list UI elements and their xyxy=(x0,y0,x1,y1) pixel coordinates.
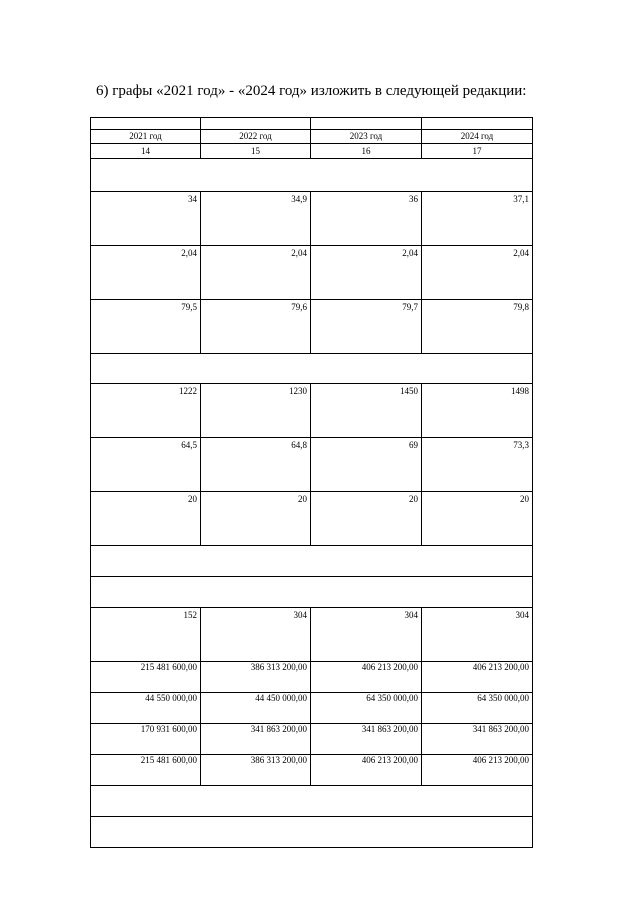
intro-paragraph: 6) графы «2021 год» - «2024 год» изложить в следующей редакции: xyxy=(96,83,527,99)
money-cell: 215 481 600,00 xyxy=(91,755,201,786)
value-cell: 79,8 xyxy=(422,300,533,354)
value-cell: 304 xyxy=(422,608,533,662)
section-cell xyxy=(91,786,533,817)
column-number: 17 xyxy=(422,144,533,159)
table-row xyxy=(91,246,533,300)
money-cell: 341 863 200,00 xyxy=(311,724,422,755)
value-cell: 79,7 xyxy=(311,300,422,354)
section-cell xyxy=(91,817,533,848)
value-cell: 304 xyxy=(201,608,311,662)
year-header-2022: 2022 год xyxy=(201,130,311,144)
value-cell: 1230 xyxy=(201,384,311,438)
value-cell: 20 xyxy=(311,492,422,546)
value-cell: 64,8 xyxy=(201,438,311,492)
column-number: 15 xyxy=(201,144,311,159)
value-cell: 1222 xyxy=(91,384,201,438)
table-row xyxy=(91,438,533,492)
table-row xyxy=(91,192,533,246)
value-cell: 34,9 xyxy=(201,192,311,246)
value-cell: 20 xyxy=(201,492,311,546)
section-cell xyxy=(91,546,533,577)
table-row xyxy=(91,724,533,755)
table-row xyxy=(91,492,533,546)
section-row xyxy=(91,546,533,577)
header-cell xyxy=(311,118,422,130)
column-number-row xyxy=(91,144,533,159)
value-cell: 79,6 xyxy=(201,300,311,354)
value-cell: 1450 xyxy=(311,384,422,438)
money-cell: 386 313 200,00 xyxy=(201,755,311,786)
section-cell xyxy=(91,159,533,192)
money-cell: 44 450 000,00 xyxy=(201,693,311,724)
value-cell: 304 xyxy=(311,608,422,662)
section-row xyxy=(91,817,533,848)
header-cell xyxy=(422,118,533,130)
section-row xyxy=(91,577,533,608)
value-cell: 69 xyxy=(311,438,422,492)
value-cell: 2,04 xyxy=(422,246,533,300)
header-blank-row xyxy=(91,118,533,130)
value-cell: 64,5 xyxy=(91,438,201,492)
money-cell: 64 350 000,00 xyxy=(311,693,422,724)
money-cell: 341 863 200,00 xyxy=(422,724,533,755)
year-header-2023: 2023 год xyxy=(311,130,422,144)
value-cell: 34 xyxy=(91,192,201,246)
money-cell: 170 931 600,00 xyxy=(91,724,201,755)
year-header-2021: 2021 год xyxy=(91,130,201,144)
value-cell: 36 xyxy=(311,192,422,246)
money-cell: 386 313 200,00 xyxy=(201,662,311,693)
section-cell xyxy=(91,577,533,608)
column-number: 14 xyxy=(91,144,201,159)
table-row xyxy=(91,300,533,354)
table-row xyxy=(91,608,533,662)
table-row xyxy=(91,755,533,786)
money-cell: 215 481 600,00 xyxy=(91,662,201,693)
money-cell: 44 550 000,00 xyxy=(91,693,201,724)
table-row xyxy=(91,693,533,724)
value-cell: 152 xyxy=(91,608,201,662)
value-cell: 20 xyxy=(422,492,533,546)
column-number: 16 xyxy=(311,144,422,159)
value-cell: 1498 xyxy=(422,384,533,438)
budget-table xyxy=(90,117,533,848)
value-cell: 20 xyxy=(91,492,201,546)
money-cell: 406 213 200,00 xyxy=(311,755,422,786)
value-cell: 2,04 xyxy=(311,246,422,300)
money-cell: 406 213 200,00 xyxy=(311,662,422,693)
money-cell: 64 350 000,00 xyxy=(422,693,533,724)
value-cell: 79,5 xyxy=(91,300,201,354)
header-cell xyxy=(201,118,311,130)
table-row xyxy=(91,384,533,438)
table-row xyxy=(91,662,533,693)
value-cell: 73,3 xyxy=(422,438,533,492)
value-cell: 2,04 xyxy=(91,246,201,300)
year-header-2024: 2024 год xyxy=(422,130,533,144)
section-row xyxy=(91,159,533,192)
section-row xyxy=(91,786,533,817)
section-row xyxy=(91,354,533,384)
header-cell xyxy=(91,118,201,130)
value-cell: 2,04 xyxy=(201,246,311,300)
year-header-row xyxy=(91,130,533,144)
money-cell: 341 863 200,00 xyxy=(201,724,311,755)
money-cell: 406 213 200,00 xyxy=(422,662,533,693)
section-cell xyxy=(91,354,533,384)
money-cell: 406 213 200,00 xyxy=(422,755,533,786)
value-cell: 37,1 xyxy=(422,192,533,246)
